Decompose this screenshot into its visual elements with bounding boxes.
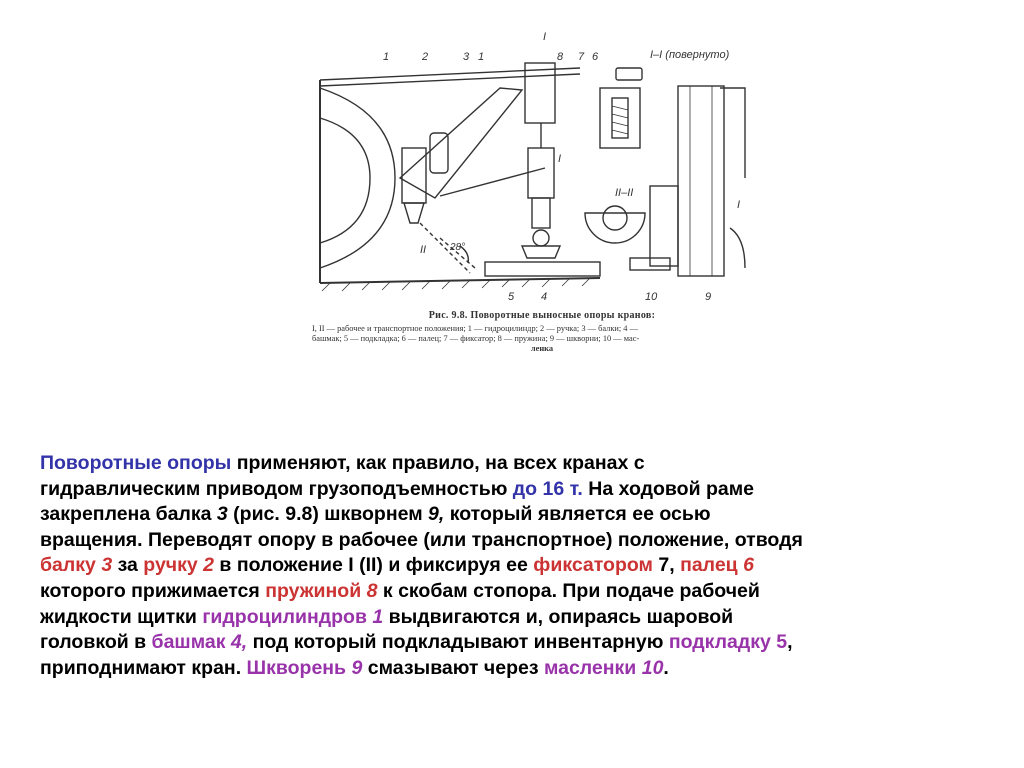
body-paragraph bbox=[40, 451, 950, 681]
position-II-label: II bbox=[420, 244, 427, 256]
term-fixer: фиксатором bbox=[533, 554, 653, 577]
callout-2: 2 bbox=[422, 51, 429, 63]
text-run: закреплена балка bbox=[40, 503, 217, 526]
frame-right-curve bbox=[730, 228, 745, 268]
term-shoe-num: 4, bbox=[230, 631, 248, 654]
frame-line bbox=[320, 74, 580, 86]
term-rotary-supports: Поворотные опоры bbox=[40, 452, 232, 474]
callout-10: 10 bbox=[645, 291, 658, 303]
text-line bbox=[40, 605, 950, 631]
term-pad: подкладку 5 bbox=[668, 631, 788, 654]
term-kingpin-num: 9 bbox=[351, 656, 363, 679]
callout-1b: 1 bbox=[478, 51, 485, 63]
term-cylinders: гидроцилиндров bbox=[202, 605, 373, 628]
text-run: в положение I (II) и фиксируя ее bbox=[214, 554, 534, 577]
callout-8: 8 bbox=[557, 51, 564, 63]
section-2-label: II–II bbox=[615, 187, 634, 199]
beam-3 bbox=[400, 88, 522, 198]
position-I-label: I bbox=[737, 199, 741, 211]
left-shoe bbox=[404, 203, 424, 223]
text-line bbox=[40, 579, 950, 605]
text-run: , bbox=[669, 554, 681, 577]
text-run: 3 bbox=[216, 503, 228, 526]
term-handle-num: 2 bbox=[203, 554, 214, 577]
cylinder-body bbox=[528, 148, 554, 198]
fixer-cap bbox=[616, 68, 642, 80]
text-run: 7 bbox=[652, 554, 670, 577]
text-run: к скобам стопора. При подаче рабочей bbox=[377, 579, 760, 602]
text-run: гидравлическим приводом грузоподъемностью bbox=[40, 477, 513, 500]
text-run: . bbox=[663, 656, 669, 679]
kingpin-9 bbox=[678, 86, 724, 276]
section-mark-bottom: I bbox=[558, 153, 562, 165]
frame-line bbox=[320, 68, 580, 80]
term-capacity: до 16 т. bbox=[512, 477, 583, 500]
text-line bbox=[40, 553, 950, 579]
callout-4: 4 bbox=[541, 291, 548, 303]
technical-figure bbox=[300, 28, 770, 378]
text-run: под который подкладывают инвентарную bbox=[247, 631, 669, 654]
caption-last-line: ленка bbox=[530, 344, 554, 353]
text-line bbox=[40, 502, 950, 528]
term-pin-num: 6 bbox=[743, 554, 754, 577]
section-2-shape bbox=[585, 213, 645, 243]
shoe-4 bbox=[522, 246, 560, 258]
caption-title: Рис. 9.8. Поворотные выносные опоры кранов: bbox=[428, 310, 656, 321]
term-oilers: масленки bbox=[543, 656, 642, 679]
wheel-arc bbox=[320, 88, 395, 268]
crane-outrigger-drawing bbox=[300, 28, 770, 308]
bracket bbox=[650, 186, 678, 266]
handle-2 bbox=[430, 133, 448, 173]
text-run: выдвигаются и, опираясь шаровой bbox=[383, 605, 734, 628]
cylinder-rod-lower bbox=[532, 198, 550, 228]
callout-3: 3 bbox=[463, 51, 470, 63]
text-run: головкой в bbox=[40, 631, 152, 654]
text-run: смазывают через bbox=[362, 656, 544, 679]
term-spring: пружиной bbox=[265, 579, 367, 602]
text-run: применяют, как правило, на всех кранах с bbox=[231, 452, 645, 474]
term-shoe: башмак bbox=[151, 631, 231, 654]
text-run: приподнимают кран. bbox=[40, 656, 247, 679]
text-line: вращения. Переводят опору в рабочее (или транспортное) положение, отводя bbox=[40, 528, 803, 551]
text-run: (рис. 9.8) шкворнем bbox=[227, 503, 429, 526]
left-cylinder bbox=[402, 148, 426, 203]
term-spring-num: 8 bbox=[366, 579, 378, 602]
text-line bbox=[40, 477, 950, 503]
section-mark-label: I bbox=[543, 31, 547, 43]
text-run: На ходовой раме bbox=[582, 477, 754, 500]
text-run: который является ее осью bbox=[444, 503, 711, 526]
text-run: которого прижимается bbox=[40, 579, 266, 602]
term-pin: палец bbox=[680, 554, 744, 577]
caption-text bbox=[312, 324, 772, 344]
ball-head bbox=[533, 230, 549, 246]
wheel-inner-arc bbox=[320, 118, 370, 243]
pad-5 bbox=[485, 262, 600, 276]
angle-label: 28° bbox=[450, 242, 466, 253]
term-beam: балку bbox=[40, 554, 102, 577]
fixer-7 bbox=[600, 88, 640, 148]
cylinder-upper bbox=[525, 63, 555, 123]
section-2-hole bbox=[603, 206, 627, 230]
callout-7: 7 bbox=[578, 51, 585, 63]
caption-line: I, II — рабочее и транспортное положения; 1 — гидроцилиндр; 2 — ручка; 3 — балки; 4 — bbox=[312, 324, 638, 333]
text-line bbox=[40, 630, 950, 656]
term-beam-num: 3 bbox=[101, 554, 113, 577]
view-label: I–I (повернуто) bbox=[650, 49, 730, 61]
term-oilers-num: 10 bbox=[641, 656, 664, 679]
text-line bbox=[40, 656, 950, 682]
text-run: жидкости щитки bbox=[40, 605, 203, 628]
text-run: за bbox=[112, 554, 144, 577]
text-run: 9, bbox=[428, 503, 445, 526]
term-kingpin: Шкворень bbox=[246, 656, 352, 679]
term-handle: ручку bbox=[143, 554, 204, 577]
caption-line: башмак; 5 — подкладка; 6 — палец; 7 — фиксатор; 8 — пружина; 9 — шкворни; 10 — мас- bbox=[312, 334, 640, 343]
ground-line bbox=[320, 278, 600, 283]
callout-5: 5 bbox=[508, 291, 515, 303]
spring-8 bbox=[612, 106, 628, 134]
callout-6: 6 bbox=[592, 51, 599, 63]
text-run: , bbox=[787, 631, 793, 654]
callout-1a: 1 bbox=[383, 51, 390, 63]
figure-caption bbox=[312, 310, 772, 353]
term-cylinders-num: 1 bbox=[372, 605, 384, 628]
callout-9: 9 bbox=[705, 291, 712, 303]
text-line bbox=[40, 451, 950, 477]
